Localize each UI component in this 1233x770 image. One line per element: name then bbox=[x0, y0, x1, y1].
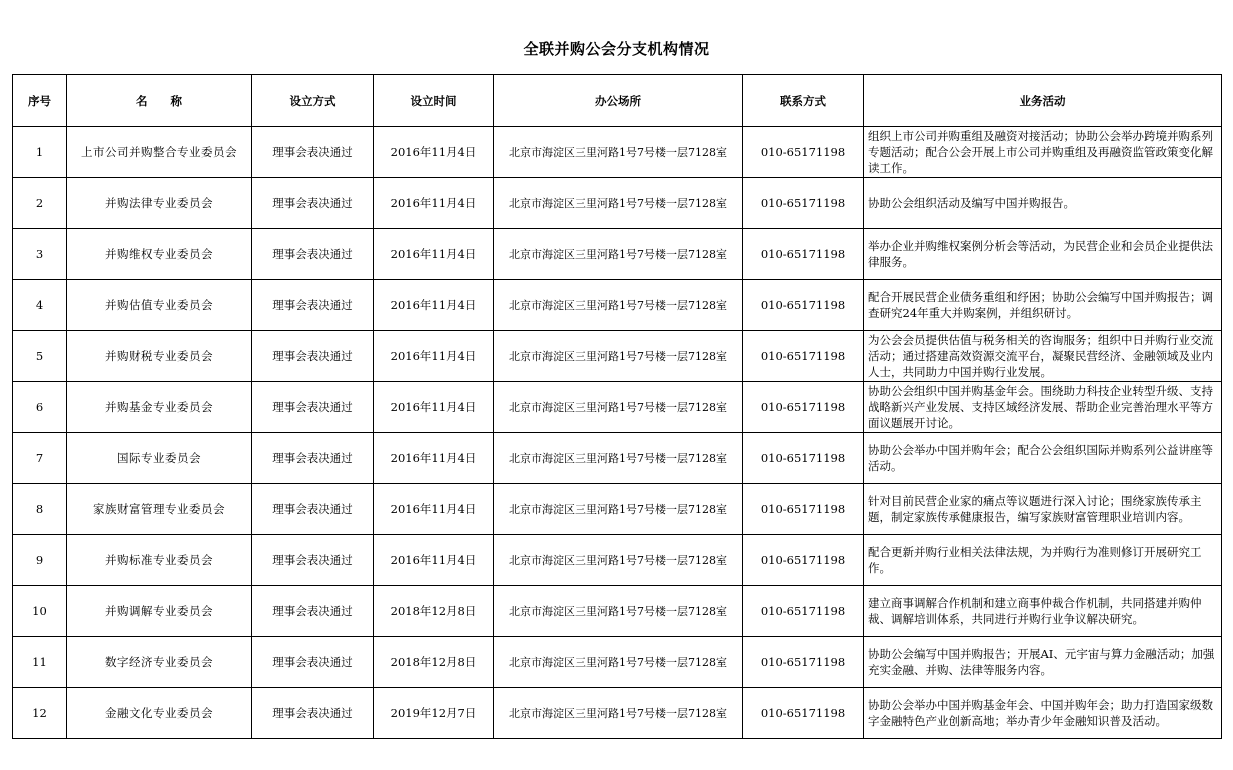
cell-no: 6 bbox=[13, 382, 67, 433]
cell-name: 并购调解专业委员会 bbox=[67, 586, 252, 637]
cell-date: 2019年12月7日 bbox=[374, 688, 494, 739]
cell-activity: 协助公会组织中国并购基金年会。围绕助力科技企业转型升级、支持战略新兴产业发展、支持区域经济发展、帮助企业完善治理水平等方面议题展开讨论。 bbox=[864, 382, 1222, 433]
cell-activity: 协助公会组织活动及编写中国并购报告。 bbox=[864, 178, 1222, 229]
cell-method: 理事会表决通过 bbox=[252, 586, 374, 637]
table-body bbox=[13, 127, 1222, 739]
header-name: 名 称 bbox=[67, 75, 252, 127]
cell-contact: 010-65171198 bbox=[743, 535, 864, 586]
cell-name: 并购维权专业委员会 bbox=[67, 229, 252, 280]
cell-contact: 010-65171198 bbox=[743, 433, 864, 484]
cell-method: 理事会表决通过 bbox=[252, 688, 374, 739]
page-title: 全联并购公会分支机构情况 bbox=[523, 40, 710, 58]
cell-method: 理事会表决通过 bbox=[252, 178, 374, 229]
cell-contact: 010-65171198 bbox=[743, 637, 864, 688]
cell-address: 北京市海淀区三里河路1号7号楼一层7128室 bbox=[494, 178, 743, 229]
cell-address: 北京市海淀区三里河路1号7号楼一层7128室 bbox=[494, 382, 743, 433]
table-row bbox=[13, 637, 1222, 688]
cell-contact: 010-65171198 bbox=[743, 586, 864, 637]
header-contact: 联系方式 bbox=[743, 75, 864, 127]
cell-method: 理事会表决通过 bbox=[252, 331, 374, 382]
header-address: 办公场所 bbox=[494, 75, 743, 127]
cell-no: 12 bbox=[13, 688, 67, 739]
cell-activity: 配合更新并购行业相关法律法规，为并购行为准则修订开展研究工作。 bbox=[864, 535, 1222, 586]
cell-address: 北京市海淀区三里河路1号7号楼一层7128室 bbox=[494, 433, 743, 484]
cell-no: 1 bbox=[13, 127, 67, 178]
cell-address: 北京市海淀区三里河路1号7号楼一层7128室 bbox=[494, 688, 743, 739]
branch-table bbox=[12, 74, 1222, 739]
cell-method: 理事会表决通过 bbox=[252, 229, 374, 280]
header-no: 序号 bbox=[13, 75, 67, 127]
table-row bbox=[13, 229, 1222, 280]
cell-contact: 010-65171198 bbox=[743, 127, 864, 178]
cell-no: 9 bbox=[13, 535, 67, 586]
cell-date: 2016年11月4日 bbox=[374, 382, 494, 433]
cell-activity: 协助公会编写中国并购报告；开展AI、元宇宙与算力金融活动；加强充实金融、并购、法律等服务内容。 bbox=[864, 637, 1222, 688]
cell-name: 并购财税专业委员会 bbox=[67, 331, 252, 382]
cell-contact: 010-65171198 bbox=[743, 484, 864, 535]
cell-no: 2 bbox=[13, 178, 67, 229]
cell-name: 并购估值专业委员会 bbox=[67, 280, 252, 331]
cell-date: 2016年11月4日 bbox=[374, 127, 494, 178]
table-row bbox=[13, 433, 1222, 484]
cell-method: 理事会表决通过 bbox=[252, 127, 374, 178]
cell-date: 2016年11月4日 bbox=[374, 229, 494, 280]
cell-activity: 协助公会举办中国并购年会；配合公会组织国际并购系列公益讲座等活动。 bbox=[864, 433, 1222, 484]
cell-address: 北京市海淀区三里河路1号7号楼一层7128室 bbox=[494, 229, 743, 280]
cell-date: 2016年11月4日 bbox=[374, 535, 494, 586]
cell-name: 并购法律专业委员会 bbox=[67, 178, 252, 229]
cell-contact: 010-65171198 bbox=[743, 178, 864, 229]
cell-activity: 针对目前民营企业家的痛点等议题进行深入讨论；围绕家族传承主题，制定家族传承健康报告，编写家族财富管理职业培训内容。 bbox=[864, 484, 1222, 535]
cell-address: 北京市海淀区三里河路1号7号楼一层7128室 bbox=[494, 535, 743, 586]
header-row bbox=[13, 75, 1222, 127]
cell-address: 北京市海淀区三里河路1号7号楼一层7128室 bbox=[494, 586, 743, 637]
cell-name: 金融文化专业委员会 bbox=[67, 688, 252, 739]
cell-no: 11 bbox=[13, 637, 67, 688]
table-row bbox=[13, 688, 1222, 739]
cell-name: 家族财富管理专业委员会 bbox=[67, 484, 252, 535]
cell-contact: 010-65171198 bbox=[743, 280, 864, 331]
table-row bbox=[13, 280, 1222, 331]
cell-contact: 010-65171198 bbox=[743, 688, 864, 739]
cell-contact: 010-65171198 bbox=[743, 382, 864, 433]
cell-no: 5 bbox=[13, 331, 67, 382]
cell-activity: 配合开展民营企业债务重组和纾困；协助公会编写中国并购报告；调查研究24年重大并购案例，并组织研讨。 bbox=[864, 280, 1222, 331]
cell-method: 理事会表决通过 bbox=[252, 484, 374, 535]
cell-no: 7 bbox=[13, 433, 67, 484]
cell-no: 3 bbox=[13, 229, 67, 280]
table-row bbox=[13, 535, 1222, 586]
cell-name: 并购基金专业委员会 bbox=[67, 382, 252, 433]
cell-name: 国际专业委员会 bbox=[67, 433, 252, 484]
cell-activity: 举办企业并购维权案例分析会等活动，为民营企业和会员企业提供法律服务。 bbox=[864, 229, 1222, 280]
cell-date: 2016年11月4日 bbox=[374, 331, 494, 382]
cell-method: 理事会表决通过 bbox=[252, 280, 374, 331]
cell-contact: 010-65171198 bbox=[743, 331, 864, 382]
cell-date: 2016年11月4日 bbox=[374, 433, 494, 484]
cell-name: 并购标准专业委员会 bbox=[67, 535, 252, 586]
header-method: 设立方式 bbox=[252, 75, 374, 127]
header-activity: 业务活动 bbox=[864, 75, 1222, 127]
cell-date: 2016年11月4日 bbox=[374, 280, 494, 331]
cell-address: 北京市海淀区三里河路1号7号楼一层7128室 bbox=[494, 331, 743, 382]
cell-no: 4 bbox=[13, 280, 67, 331]
cell-activity: 建立商事调解合作机制和建立商事仲裁合作机制，共同搭建并购仲裁、调解培训体系，共同进行并购行业争议解决研究。 bbox=[864, 586, 1222, 637]
table-row bbox=[13, 382, 1222, 433]
cell-name: 数字经济专业委员会 bbox=[67, 637, 252, 688]
cell-method: 理事会表决通过 bbox=[252, 433, 374, 484]
table-row bbox=[13, 178, 1222, 229]
cell-activity: 组织上市公司并购重组及融资对接活动；协助公会举办跨境并购系列专题活动；配合公会开展上市公司并购重组及再融资监管政策变化解读工作。 bbox=[864, 127, 1222, 178]
cell-date: 2018年12月8日 bbox=[374, 637, 494, 688]
cell-address: 北京市海淀区三里河路1号7号楼一层7128室 bbox=[494, 127, 743, 178]
table-row bbox=[13, 127, 1222, 178]
cell-contact: 010-65171198 bbox=[743, 229, 864, 280]
header-date: 设立时间 bbox=[374, 75, 494, 127]
cell-address: 北京市海淀区三里河路1号7号楼一层7128室 bbox=[494, 637, 743, 688]
cell-address: 北京市海淀区三里河路1号7号楼一层7128室 bbox=[494, 484, 743, 535]
table-row bbox=[13, 484, 1222, 535]
table-row bbox=[13, 586, 1222, 637]
cell-address: 北京市海淀区三里河路1号7号楼一层7128室 bbox=[494, 280, 743, 331]
cell-method: 理事会表决通过 bbox=[252, 535, 374, 586]
cell-method: 理事会表决通过 bbox=[252, 637, 374, 688]
table-row bbox=[13, 331, 1222, 382]
cell-activity: 为公会会员提供估值与税务相关的咨询服务；组织中日并购行业交流活动；通过搭建高效资源交流平台，凝聚民营经济、金融领域及业内人士，共同助力中国并购行业发展。 bbox=[864, 331, 1222, 382]
cell-activity: 协助公会举办中国并购基金年会、中国并购年会；助力打造国家级数字金融特色产业创新高地；举办青少年金融知识普及活动。 bbox=[864, 688, 1222, 739]
cell-method: 理事会表决通过 bbox=[252, 382, 374, 433]
cell-no: 8 bbox=[13, 484, 67, 535]
cell-date: 2016年11月4日 bbox=[374, 178, 494, 229]
cell-date: 2016年11月4日 bbox=[374, 484, 494, 535]
cell-name: 上市公司并购整合专业委员会 bbox=[67, 127, 252, 178]
cell-date: 2018年12月8日 bbox=[374, 586, 494, 637]
cell-no: 10 bbox=[13, 586, 67, 637]
